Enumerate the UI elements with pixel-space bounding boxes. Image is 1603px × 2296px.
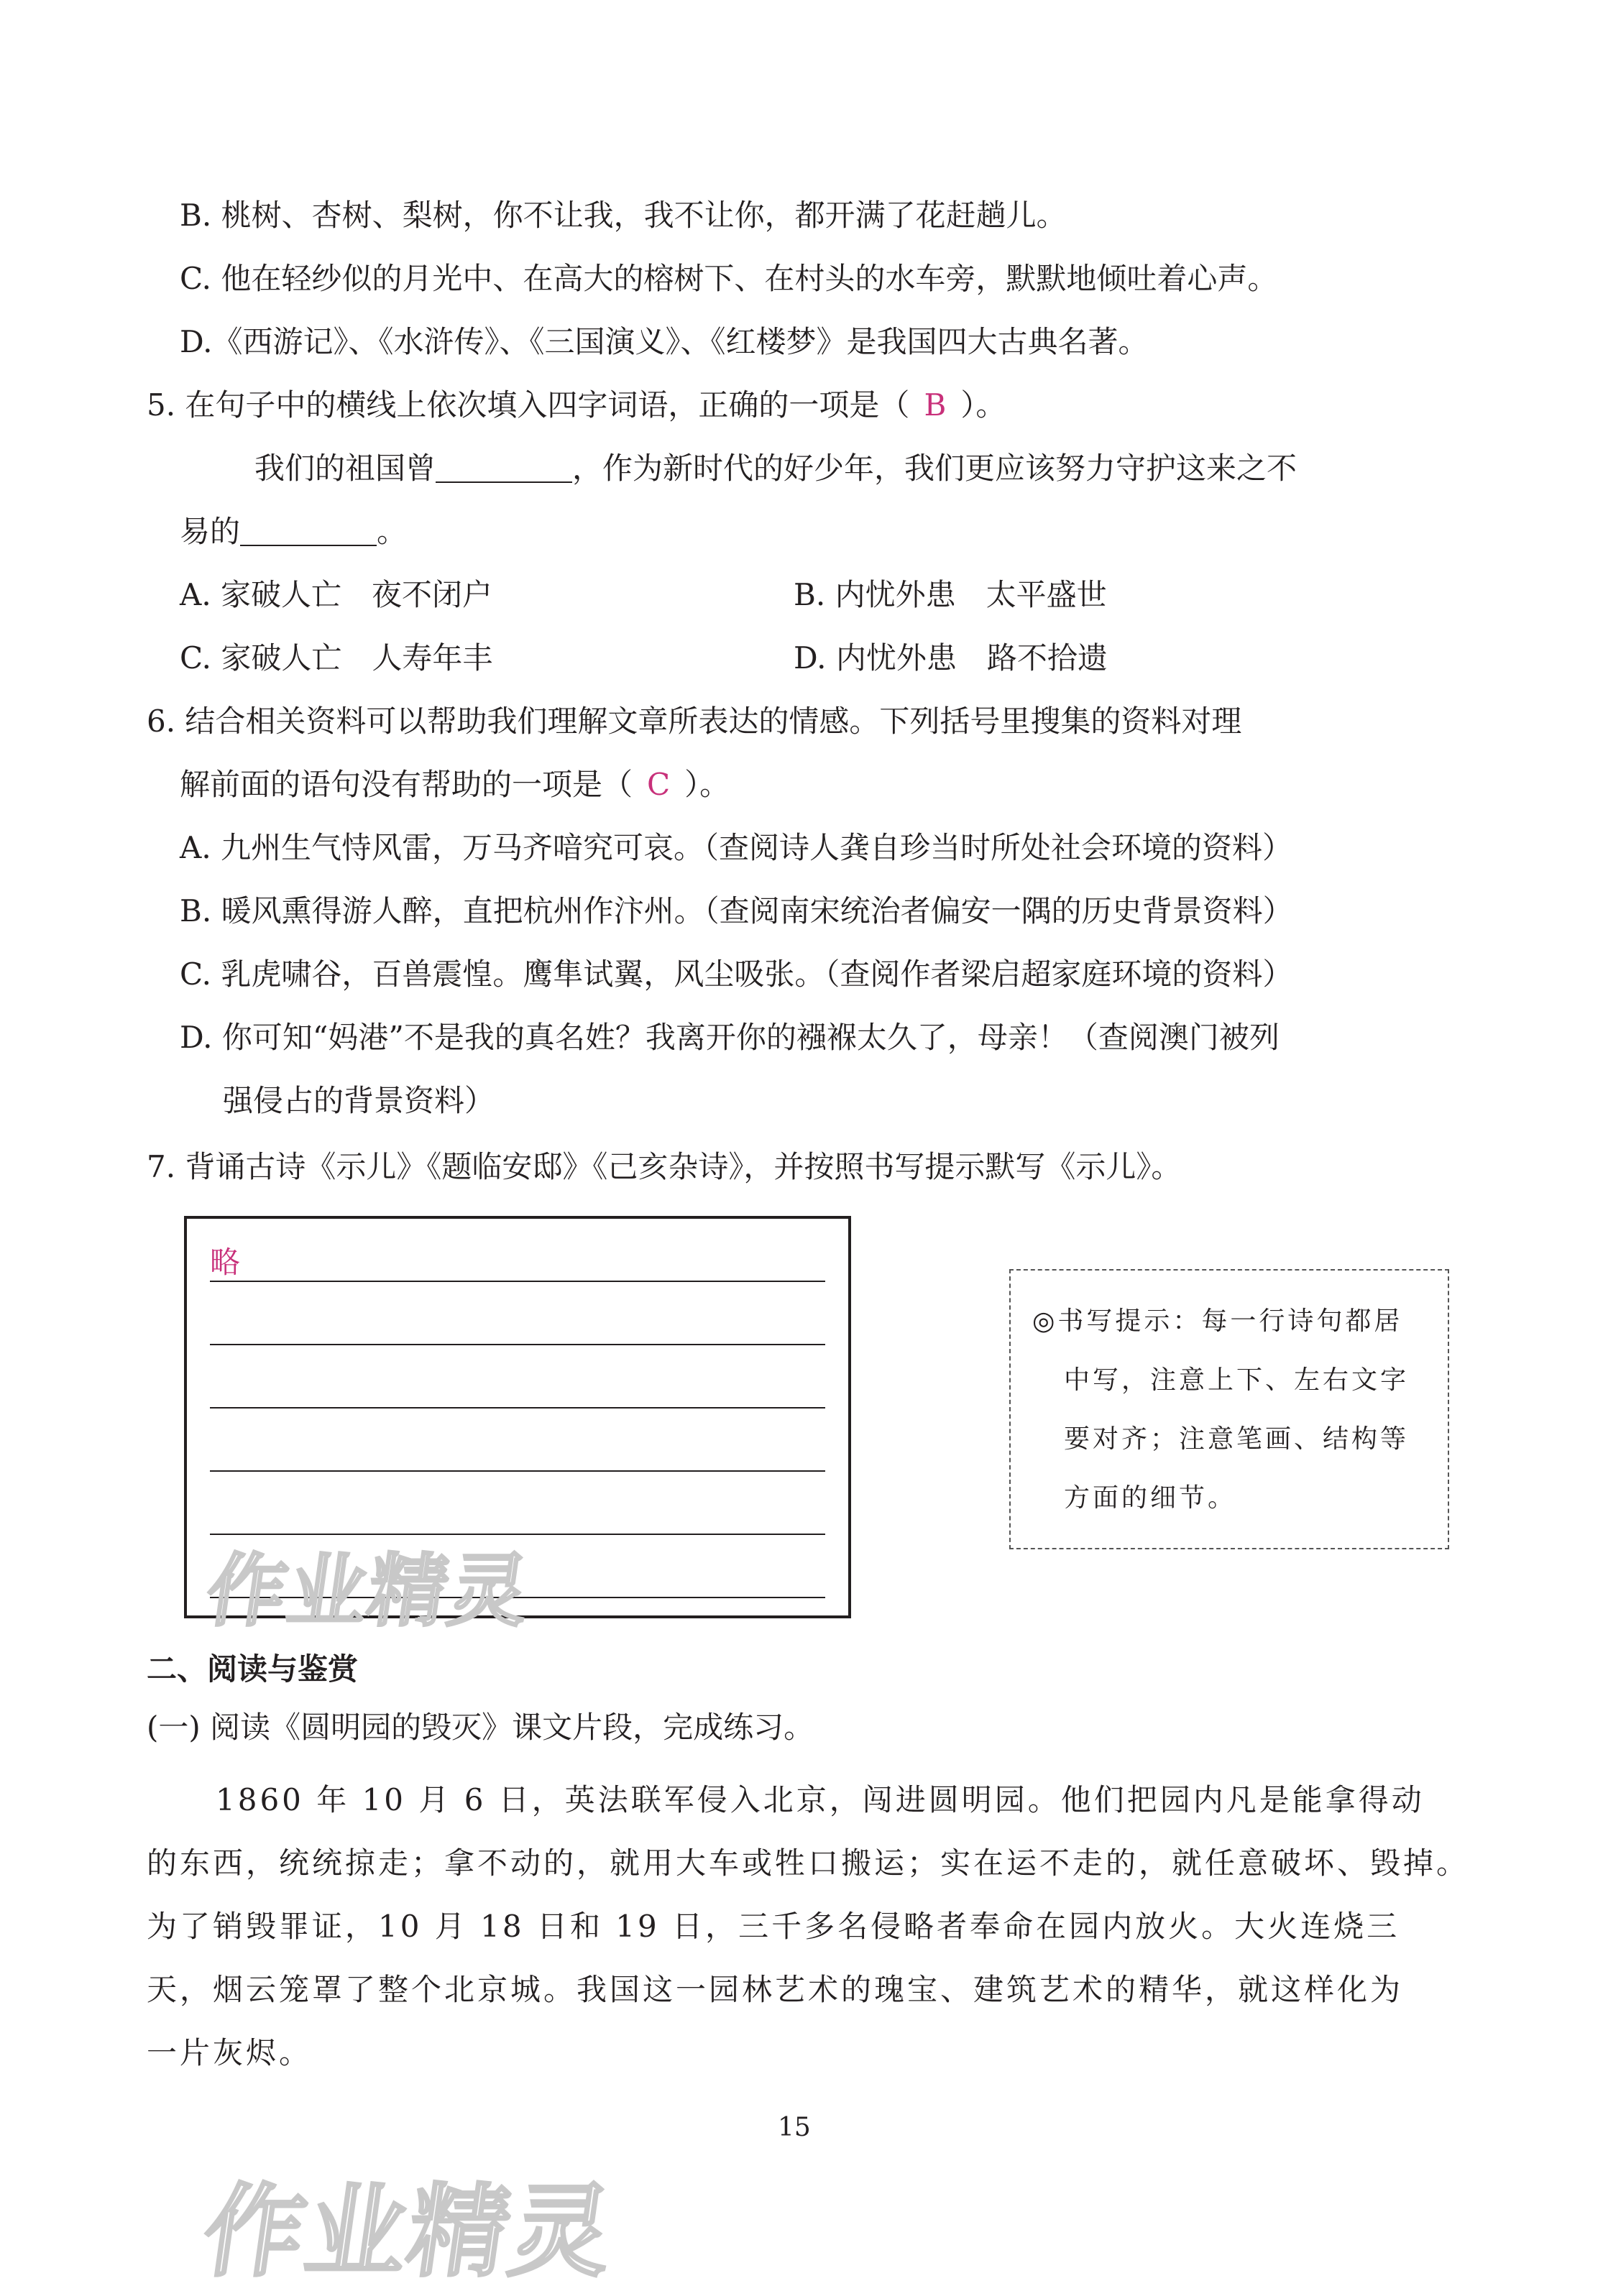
q7-answer: 略	[210, 1245, 241, 1280]
q5-option-d: D. 内忧外患 路不拾遗	[794, 640, 1108, 676]
q5-stem-end: ）。	[960, 387, 1006, 423]
q6-stem-end: ）。	[684, 767, 730, 802]
passage-line-1: 1860 年 10 月 6 日，英法联军侵入北京，闯进圆明园。他们把园内凡是能拿得动	[216, 1782, 1425, 1817]
writing-rule-1	[210, 1281, 825, 1282]
section-title: 二、阅读与鉴赏	[147, 1651, 359, 1687]
q7-stem: 7. 背诵古诗《示儿》《题临安邸》《己亥杂诗》，并按照书写提示默写《示儿》。	[147, 1149, 1182, 1184]
q4-option-b: B. 桃树、杏树、梨树，你不让我，我不让你，都开满了花赶趟儿。	[180, 198, 1067, 233]
passage-line-2: 的东西，统统掠走；拿不动的，就用大车或牲口搬运；实在运不走的，就任意破坏、毁掉。	[147, 1845, 1470, 1881]
passage-line-4: 天，烟云笼罩了整个北京城。我国这一园林艺术的瑰宝、建筑艺术的精华，就这样化为	[147, 1972, 1404, 2007]
q5-sentence-text-3: 易的	[180, 514, 241, 549]
watermark-bottom: 作业精灵	[196, 2174, 621, 2291]
hint-line-3: 要对齐；注意笔画、结构等	[1064, 1424, 1410, 1454]
q5-option-a: A. 家破人亡 夜不闭户	[180, 577, 493, 612]
writing-rule-4	[210, 1470, 825, 1472]
q5-sentence-end: 。	[377, 514, 408, 549]
watermark-mid: 作业精灵	[201, 1545, 536, 1637]
page-number: 15	[778, 2113, 811, 2142]
q4-option-d: D.《西游记》、《水浒传》、《三国演义》、《红楼梦》是我国四大古典名著。	[180, 324, 1149, 359]
q5-stem	[147, 384, 1006, 427]
q6-option-b: B. 暖风熏得游人醉，直把杭州作汴州。（查阅南宋统治者偏安一隅的历史背景资料）	[180, 893, 1293, 928]
section-subtitle: (一) 阅读《圆明园的毁灭》课文片段，完成练习。	[147, 1710, 814, 1745]
q6-option-d-line2: 强侵占的背景资料）	[223, 1083, 495, 1118]
writing-rule-2	[210, 1344, 825, 1345]
hint-line-2: 中写，注意上下、左右文字	[1064, 1365, 1410, 1395]
q5-sentence-line2	[180, 510, 407, 553]
passage-line-3: 为了销毁罪证，10 月 18 日和 19 日，三千多名侵略者奉命在园内放火。大火连烧三	[147, 1909, 1400, 1944]
q6-stem-line2	[180, 763, 730, 806]
q5-answer: B	[924, 387, 947, 423]
q5-sentence-line1	[254, 447, 1297, 490]
q6-stem-line1: 6. 结合相关资料可以帮助我们理解文章所表达的情感。下列括号里搜集的资料对理	[147, 704, 1242, 739]
q6-answer: C	[647, 767, 671, 802]
q6-option-c: C. 乳虎啸谷，百兽震惶。鹰隼试翼，风尘吸张。（查阅作者梁启超家庭环境的资料）	[180, 956, 1293, 992]
q5-blank-2	[240, 516, 377, 546]
q6-stem-text: 解前面的语句没有帮助的一项是（	[180, 767, 633, 802]
hint-line-1: ◎书写提示：每一行诗句都居	[1032, 1306, 1403, 1336]
q5-option-c: C. 家破人亡 人寿年丰	[180, 640, 493, 676]
q6-option-d-line1: D. 你可知“妈港”不是我的真名姓？我离开你的襁褓太久了，母亲！（查阅澳门被列	[180, 1020, 1280, 1055]
q5-sentence-text-2: ，作为新时代的好少年，我们更应该努力守护这来之不	[572, 451, 1297, 486]
q5-stem-text: 5. 在句子中的横线上依次填入四字词语，正确的一项是（	[147, 387, 910, 423]
q5-blank-1	[436, 453, 572, 483]
writing-hint-box	[1009, 1269, 1449, 1549]
hint-line-4: 方面的细节。	[1064, 1483, 1237, 1513]
q5-sentence-text: 我们的祖国曾	[254, 451, 436, 486]
q4-option-c: C. 他在轻纱似的月光中、在高大的榕树下、在村头的水车旁，默默地倾吐着心声。	[180, 261, 1278, 296]
passage-line-5: 一片灰烬。	[147, 2035, 313, 2070]
writing-rule-3	[210, 1407, 825, 1409]
q6-option-a: A. 九州生气恃风雷，万马齐喑究可哀。（查阅诗人龚自珍当时所处社会环境的资料）	[180, 830, 1293, 865]
q5-option-b: B. 内忧外患 太平盛世	[794, 577, 1107, 612]
